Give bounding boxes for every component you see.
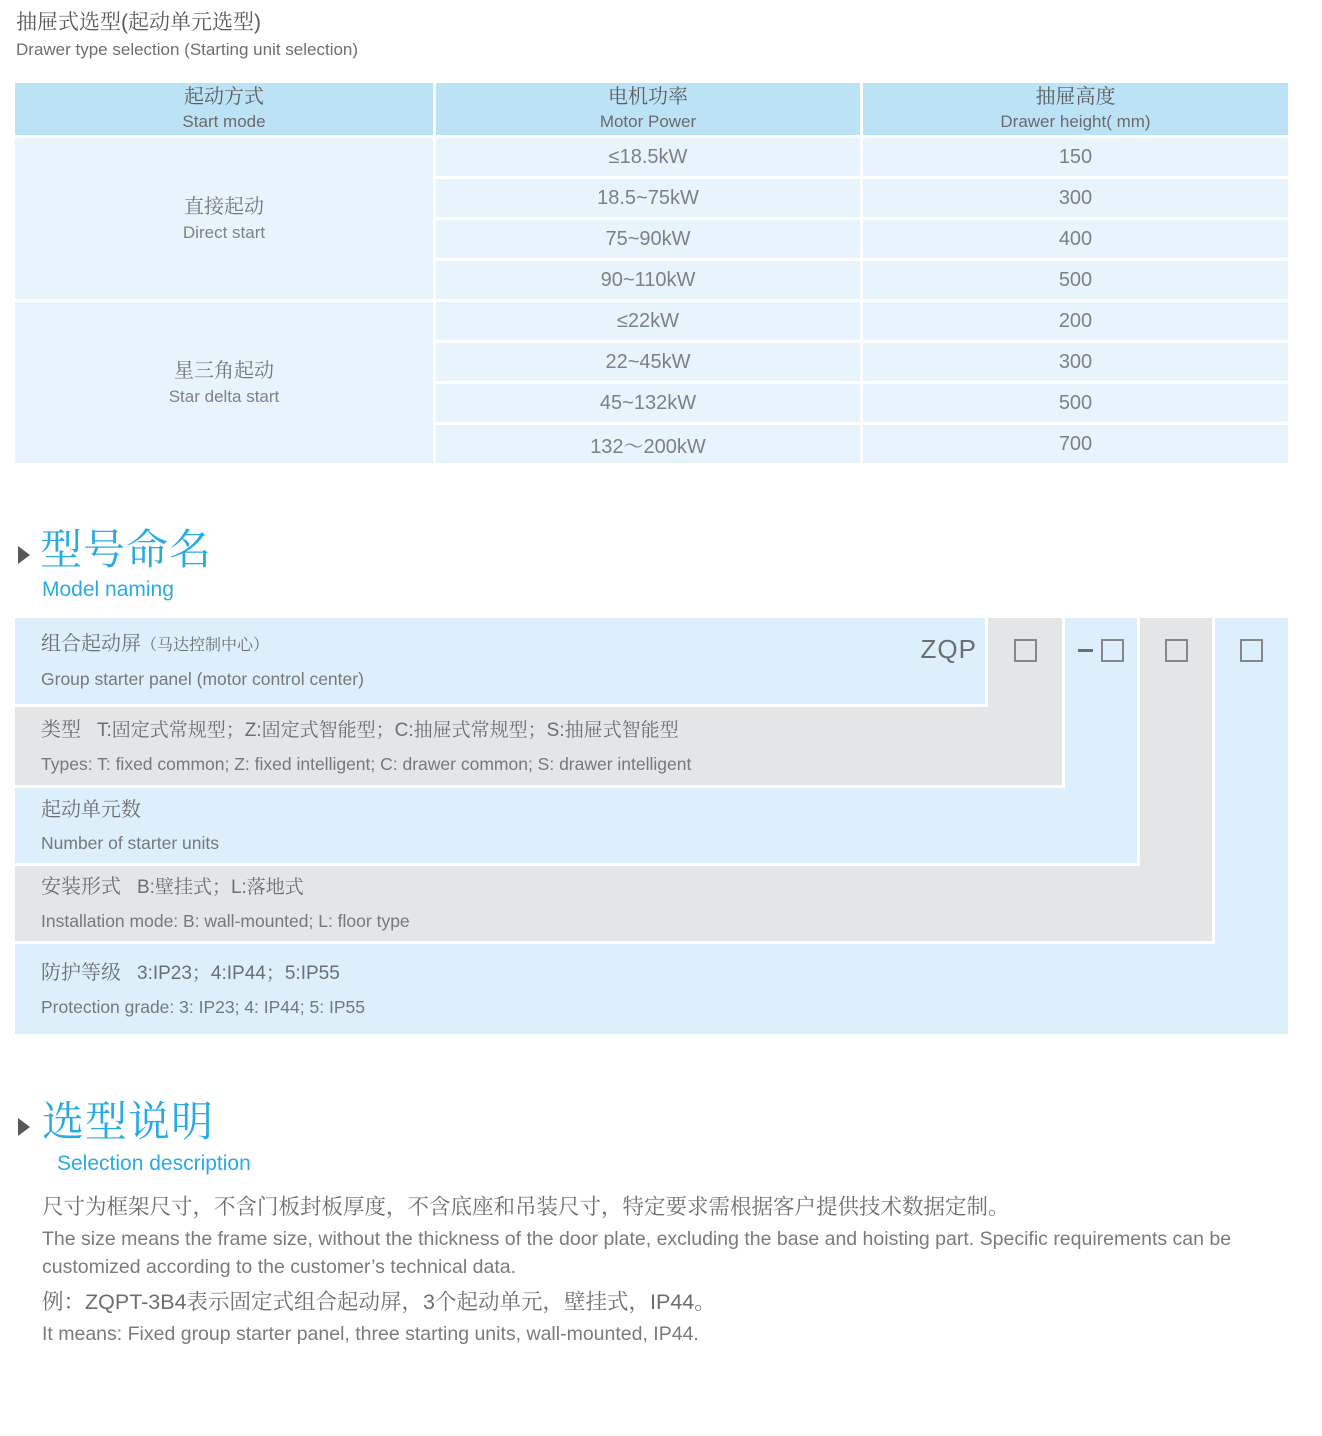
description-line-zh: 尺寸为框架尺寸，不含门板封板厚度，不含底座和吊装尺寸，特定要求需根据客户提供技术数据定制。 <box>42 1195 1010 1219</box>
naming-note-zh: （马达控制中心） <box>141 637 270 654</box>
model-code-prefix: ZQP <box>920 634 977 664</box>
header-en: Start mode <box>182 111 266 131</box>
code-column-units <box>1065 618 1137 863</box>
table-cell-power: 90~110kW <box>436 261 860 299</box>
section-arrow-icon <box>18 546 30 564</box>
drawer-selection-table <box>15 83 1288 463</box>
naming-detail-zh: 3:IP23；4:IP44；5:IP55 <box>137 962 340 984</box>
naming-row-zh <box>41 632 985 658</box>
table-cell-height: 300 <box>863 179 1288 217</box>
naming-label-zh: 组合起动屏 <box>41 633 141 655</box>
header-zh: 抽屉高度 <box>1035 86 1116 109</box>
model-naming-heading-en: Model naming <box>42 578 174 601</box>
table-header-drawer-height <box>863 83 1288 135</box>
naming-row-zh <box>41 718 1062 743</box>
header-zh: 起动方式 <box>184 86 264 109</box>
group-cell-direct-start <box>15 138 433 299</box>
table-cell-height: 200 <box>863 302 1288 340</box>
selection-description-heading-zh: 选型说明 <box>42 1098 215 1145</box>
naming-row-installation-mode <box>15 866 1212 941</box>
naming-row-zh <box>41 875 1212 900</box>
group-label-zh: 星三角起动 <box>174 359 274 382</box>
model-naming-heading-zh: 型号命名 <box>40 526 213 573</box>
naming-label-zh: 安装形式 <box>41 876 121 898</box>
header-en: Motor Power <box>599 111 697 131</box>
model-naming-diagram <box>15 618 1288 1034</box>
naming-row-en: Group starter panel (motor control center) <box>41 669 364 689</box>
table-cell-height: 500 <box>863 384 1288 422</box>
naming-row-zh <box>41 798 1137 822</box>
description-line-en: The size means the frame size, without the thickness of the door plate, excluding the base and hoisting part. Specific requirements can be customized according to the customer’s technical data. <box>42 1228 1232 1278</box>
table-cell-power: 132～200kW <box>436 425 860 463</box>
naming-row-en: Protection grade: 3: IP23; 4: IP44; 5: IP55 <box>41 996 365 1017</box>
header-en: Drawer height( mm) <box>1000 111 1151 131</box>
model-code-box <box>1165 639 1188 662</box>
naming-row-protection-grade <box>15 944 1288 1034</box>
table-header-motor-power <box>436 83 860 135</box>
naming-row-group-starter-panel <box>15 618 985 704</box>
group-label-en: Star delta start <box>168 386 280 406</box>
table-cell-power: 18.5~75kW <box>436 179 860 217</box>
section-arrow-icon <box>18 1118 30 1136</box>
model-code-box <box>1014 639 1037 662</box>
header-zh: 电机功率 <box>608 86 688 109</box>
naming-row-starter-units <box>15 788 1137 863</box>
group-label-zh: 直接起动 <box>184 195 264 218</box>
code-column-type <box>988 618 1062 785</box>
table-header-start-mode <box>15 83 433 135</box>
naming-label-zh: 防护等级 <box>41 961 121 984</box>
table-cell-power: ≤18.5kW <box>436 138 860 176</box>
description-example-en: It means: Fixed group starter panel, three starting units, wall-mounted, IP44. <box>42 1323 699 1345</box>
table-cell-height: 400 <box>863 220 1288 258</box>
page-title-zh: 抽屉式选型(起动单元选型) <box>16 11 261 34</box>
table-cell-power: ≤22kW <box>436 302 860 340</box>
table-cell-height: 500 <box>863 261 1288 299</box>
naming-row-en: Number of starter units <box>41 832 219 853</box>
table-cell-height: 700 <box>863 425 1288 463</box>
table-cell-height: 150 <box>863 138 1288 176</box>
table-cell-power: 75~90kW <box>436 220 860 258</box>
page-title-en: Drawer type selection (Starting unit selection) <box>16 40 359 59</box>
table-cell-power: 22~45kW <box>436 343 860 381</box>
group-label-en: Direct start <box>182 222 266 242</box>
naming-row-types <box>15 707 1062 785</box>
code-column-protection <box>1215 618 1288 1034</box>
page-title <box>16 8 358 62</box>
table-cell-power: 45~132kW <box>436 384 860 422</box>
model-code-box <box>1101 639 1124 662</box>
selection-description-heading-en: Selection description <box>57 1152 251 1175</box>
description-example-zh: 例：ZQPT-3B4表示固定式组合起动屏，3个起动单元，壁挂式，IP44。 <box>42 1290 716 1314</box>
naming-detail-zh: T:固定式常规型；Z:固定式智能型；C:抽屉式常规型；S:抽屉式智能型 <box>97 719 679 741</box>
naming-row-en: Types: T: fixed common; Z: fixed intelligent; C: drawer common; S: drawer intelligent <box>41 753 692 774</box>
code-column-installation <box>1140 618 1212 941</box>
group-cell-star-delta-start <box>15 302 433 463</box>
selection-description-body <box>42 1192 1298 1354</box>
naming-label-zh: 起动单元数 <box>41 798 141 821</box>
model-code-box <box>1240 639 1263 662</box>
code-dash <box>1078 649 1093 652</box>
naming-detail-zh: B:壁挂式；L:落地式 <box>137 877 304 898</box>
naming-row-zh <box>41 961 1288 986</box>
naming-label-zh: 类型 <box>41 718 81 741</box>
naming-row-en: Installation mode: B: wall-mounted; L: floor type <box>41 911 410 931</box>
table-cell-height: 300 <box>863 343 1288 381</box>
